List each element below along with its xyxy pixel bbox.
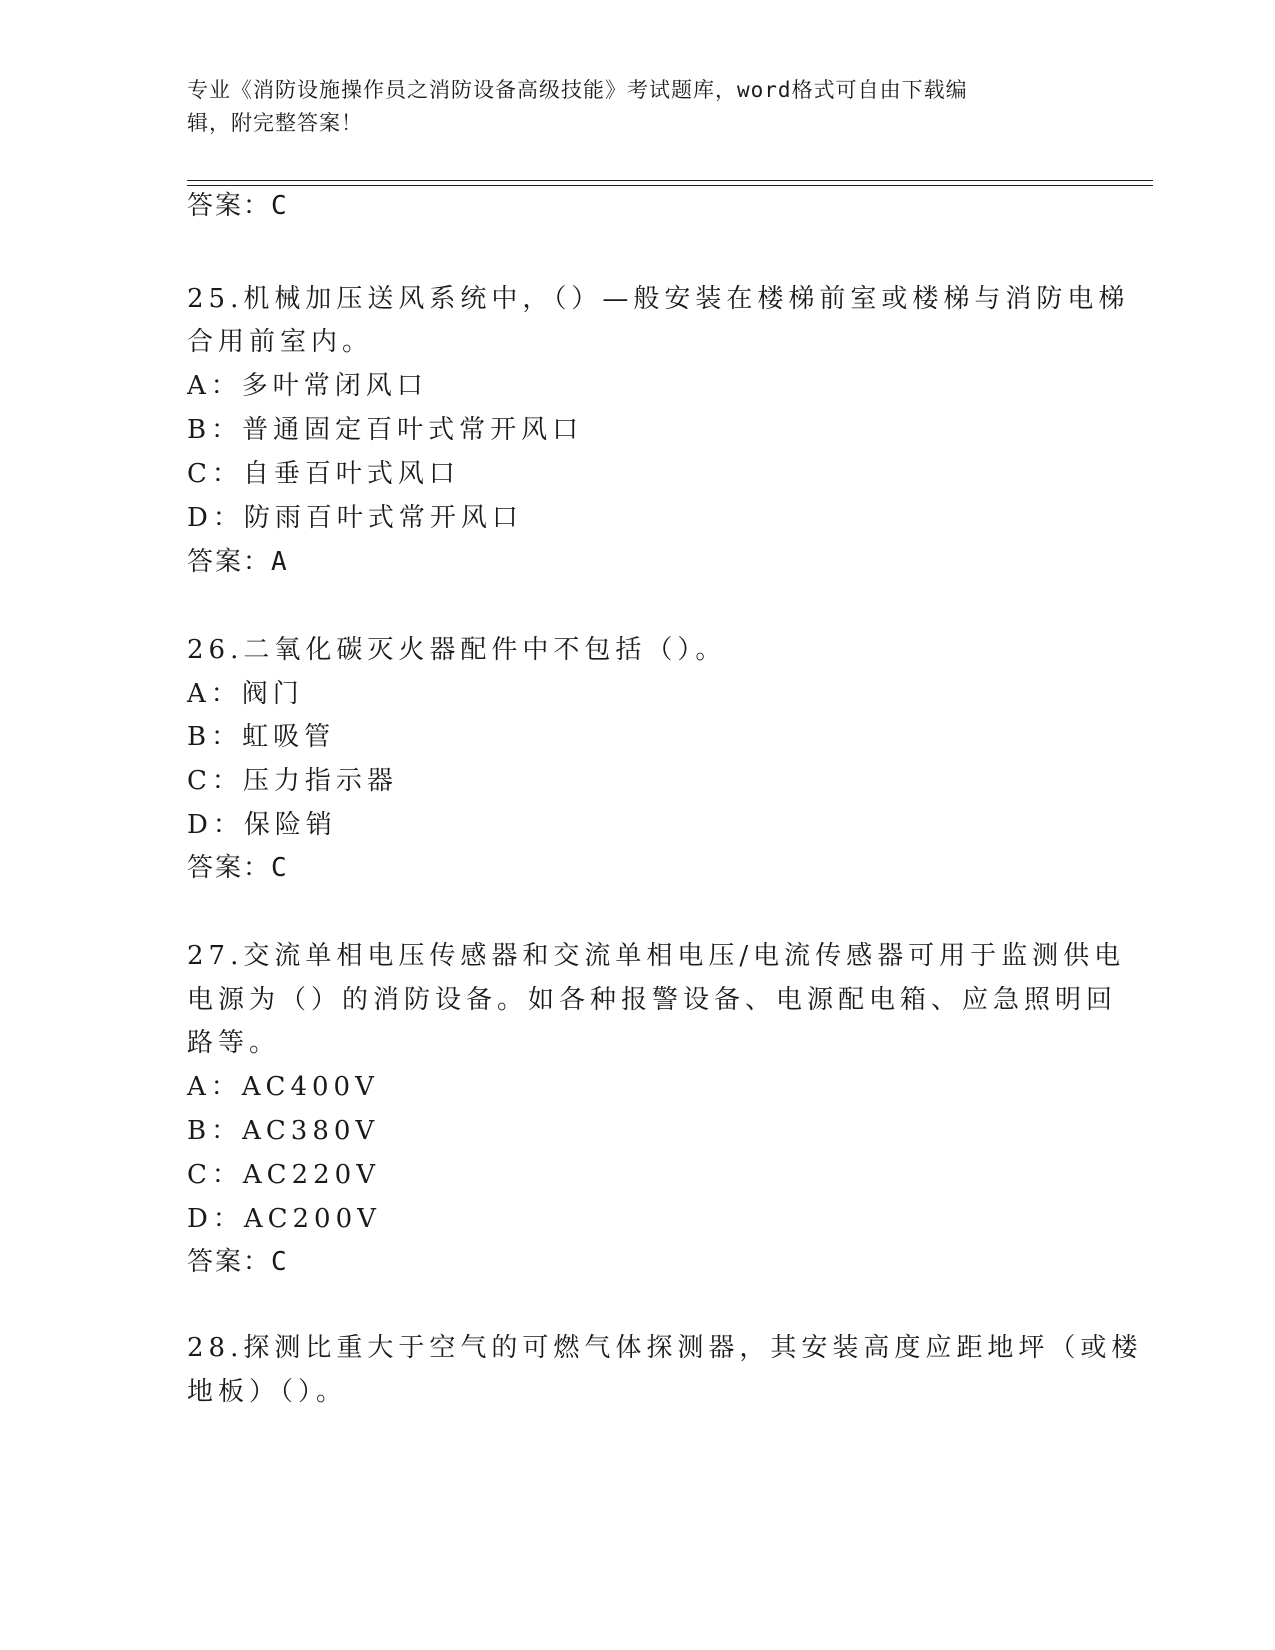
q25-option-c: C：自垂百叶式风口 (187, 459, 460, 489)
q27-stem-line-1: 27.交流单相电压传感器和交流单相电压/电流传感器可用于监测供电 (187, 941, 1126, 971)
q27-option-c: C：AC220V (187, 1160, 380, 1190)
answer-label: 答案： (187, 191, 272, 221)
answer-value: C (271, 1247, 289, 1277)
q27-option-d: D：AC200V (187, 1204, 381, 1234)
q25-stem-line-1: 25.机械加压送风系统中，（）—般安装在楼梯前室或楼梯与消防电梯 (187, 284, 1130, 314)
header-line-1: 专业《消防设施操作员之消防设备高级技能》考试题库，word格式可自由下载编 (187, 78, 968, 102)
answer-label: 答案： (187, 853, 272, 883)
q27-answer (187, 1246, 289, 1278)
q26-option-a: A：阀门 (187, 679, 304, 709)
q26-answer (187, 852, 289, 884)
q26-option-b: B：虹吸管 (187, 722, 336, 752)
q26-option-c: C：压力指示器 (187, 766, 398, 796)
answer-value: C (271, 191, 289, 221)
answer-label: 答案： (187, 547, 272, 577)
answer-value: C (271, 853, 289, 883)
q25-option-d: D：防雨百叶式常开风口 (187, 503, 523, 533)
prev-answer (187, 190, 289, 222)
q28-stem-line-2: 地板）（）。 (187, 1377, 348, 1407)
q27-stem-line-3: 路等。 (187, 1028, 281, 1058)
header-rule-top (187, 180, 1153, 181)
document-header (187, 74, 1067, 140)
answer-value: A (271, 547, 289, 577)
q28-stem-line-1: 28.探测比重大于空气的可燃气体探测器，其安装高度应距地坪（或楼 (187, 1333, 1143, 1363)
q25-option-a: A：多叶常闭风口 (187, 371, 428, 401)
header-rule-bottom (187, 185, 1153, 186)
q27-option-b: B：AC380V (187, 1116, 380, 1146)
q25-stem-line-2: 合用前室内。 (187, 327, 374, 357)
q26-option-d: D：保险销 (187, 810, 337, 840)
q25-answer (187, 546, 289, 578)
q26-stem-line-1: 26.二氧化碳灭火器配件中不包括（）。 (187, 635, 727, 665)
header-line-2: 辑，附完整答案！ (187, 111, 363, 135)
q27-stem-line-2: 电源为（）的消防设备。如各种报警设备、电源配电箱、应急照明回 (187, 985, 1118, 1015)
answer-label: 答案： (187, 1247, 272, 1277)
q25-option-b: B：普通固定百叶式常开风口 (187, 415, 584, 445)
q27-option-a: A：AC400V (187, 1072, 379, 1102)
